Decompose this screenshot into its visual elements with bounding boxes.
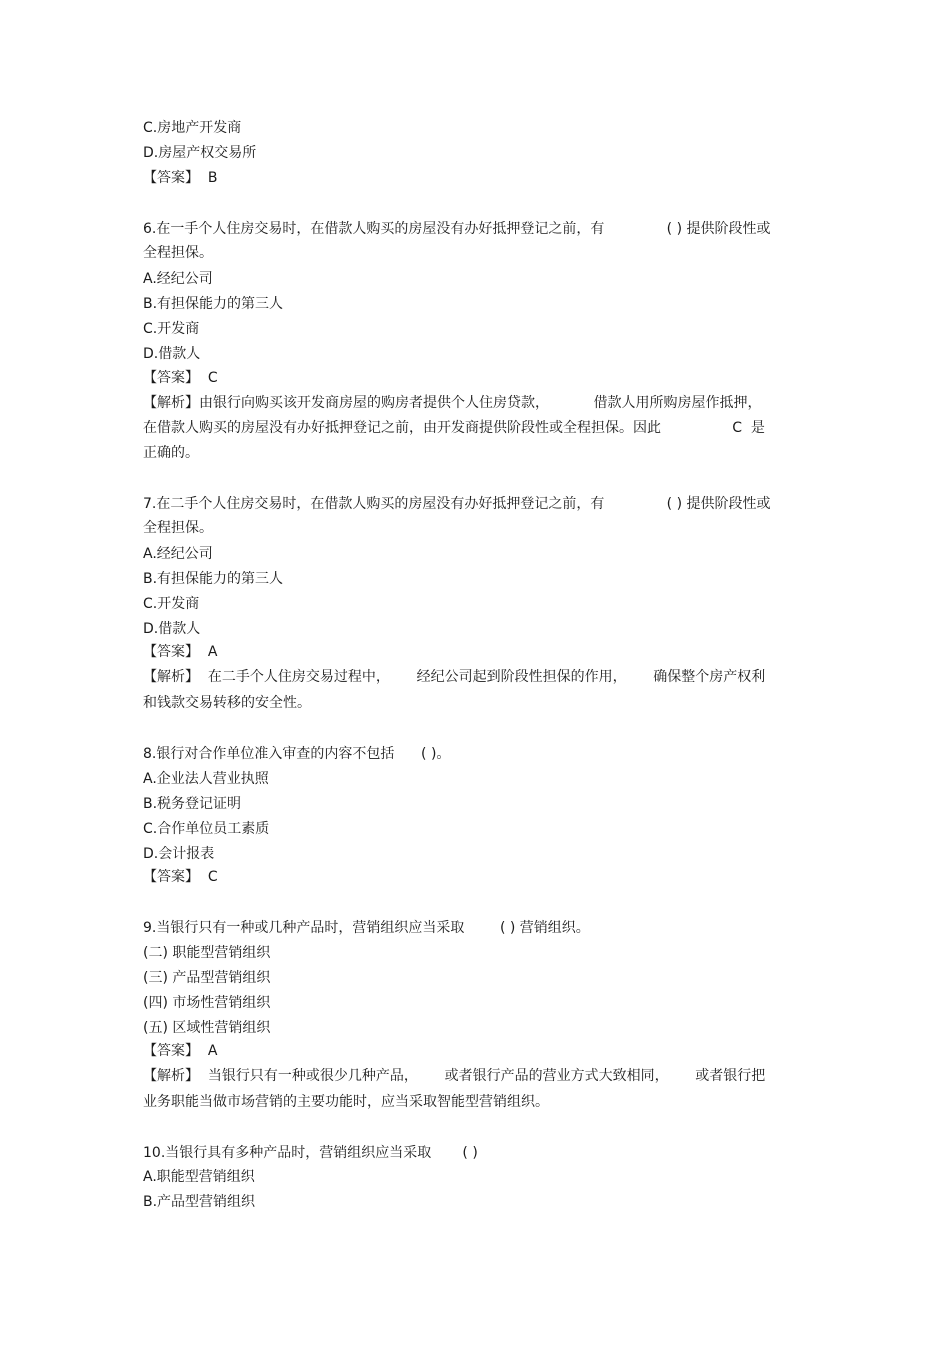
option-b-q6: B.有担保能力的第三人 <box>143 296 284 312</box>
analysis-q7-line-1: 【解析】 在二手个人住房交易过程中， 经纪公司起到阶段性担保的作用， 确保整个房产权利 <box>143 669 766 685</box>
analysis-q6-line-2: 在借款人购买的房屋没有办好抵押登记之前，由开发商提供阶段性或全程担保。因此 C 是 <box>143 420 765 436</box>
option-d-q6: D.借款人 <box>143 346 201 362</box>
question-8: 8.银行对合作单位准入审查的内容不包括 ( )。 <box>143 746 451 762</box>
option-c-q8: C.合作单位员工素质 <box>143 821 270 837</box>
answer-q8: 【答案】 C <box>143 869 218 885</box>
option-a-q8: A.企业法人营业执照 <box>143 771 269 787</box>
option-b-q7: B.有担保能力的第三人 <box>143 571 284 587</box>
analysis-q9-line-1: 【解析】 当银行只有一种或很少几种产品， 或者银行产品的营业方式大致相同， 或者银行把 <box>143 1068 766 1084</box>
option-b-q8: B.税务登记证明 <box>143 796 242 812</box>
option-5-q9: (五) 区域性营销组织 <box>143 1020 271 1036</box>
analysis-q7-line-2: 和钱款交易转移的安全性。 <box>143 695 311 711</box>
question-10: 10.当银行具有多种产品时，营销组织应当采取 ( ) <box>143 1145 478 1161</box>
option-d-q7: D.借款人 <box>143 621 201 637</box>
option-2-q9: (二) 职能型营销组织 <box>143 945 271 961</box>
option-c-q7: C.开发商 <box>143 596 200 612</box>
answer-q9: 【答案】 A <box>143 1043 218 1059</box>
option-a-q10: A.职能型营销组织 <box>143 1169 255 1185</box>
question-6-line-2: 全程担保。 <box>143 245 213 261</box>
option-c-q6: C.开发商 <box>143 321 200 337</box>
answer-q7: 【答案】 A <box>143 644 218 660</box>
question-7-line-1: 7.在二手个人住房交易时，在借款人购买的房屋没有办好抵押登记之前，有 ( ) 提供阶段性或 <box>143 496 771 512</box>
option-3-q9: (三) 产品型营销组织 <box>143 970 271 986</box>
option-a-q7: A.经纪公司 <box>143 546 213 562</box>
question-7-line-2: 全程担保。 <box>143 520 213 536</box>
option-a-q6: A.经纪公司 <box>143 271 213 287</box>
question-9: 9.当银行只有一种或几种产品时，营销组织应当采取 ( ) 营销组织。 <box>143 920 590 936</box>
option-d-q8: D.会计报表 <box>143 846 215 862</box>
answer-q5: 【答案】 B <box>143 170 218 186</box>
analysis-q6-line-3: 正确的。 <box>143 445 199 461</box>
analysis-q6-line-1: 【解析】由银行向购买该开发商房屋的购房者提供个人住房贷款， 借款人用所购房屋作抵押， <box>143 395 762 411</box>
answer-q6: 【答案】 C <box>143 370 218 386</box>
option-d-q5: D.房屋产权交易所 <box>143 145 257 161</box>
analysis-q9-line-2: 业务职能当做市场营销的主要功能时，应当采取智能型营销组织。 <box>143 1094 549 1110</box>
option-c-q5: C.房地产开发商 <box>143 120 242 136</box>
question-6-line-1: 6.在一手个人住房交易时，在借款人购买的房屋没有办好抵押登记之前，有 ( ) 提供阶段性或 <box>143 221 771 237</box>
option-b-q10: B.产品型营销组织 <box>143 1194 256 1210</box>
option-4-q9: (四) 市场性营销组织 <box>143 995 271 1011</box>
